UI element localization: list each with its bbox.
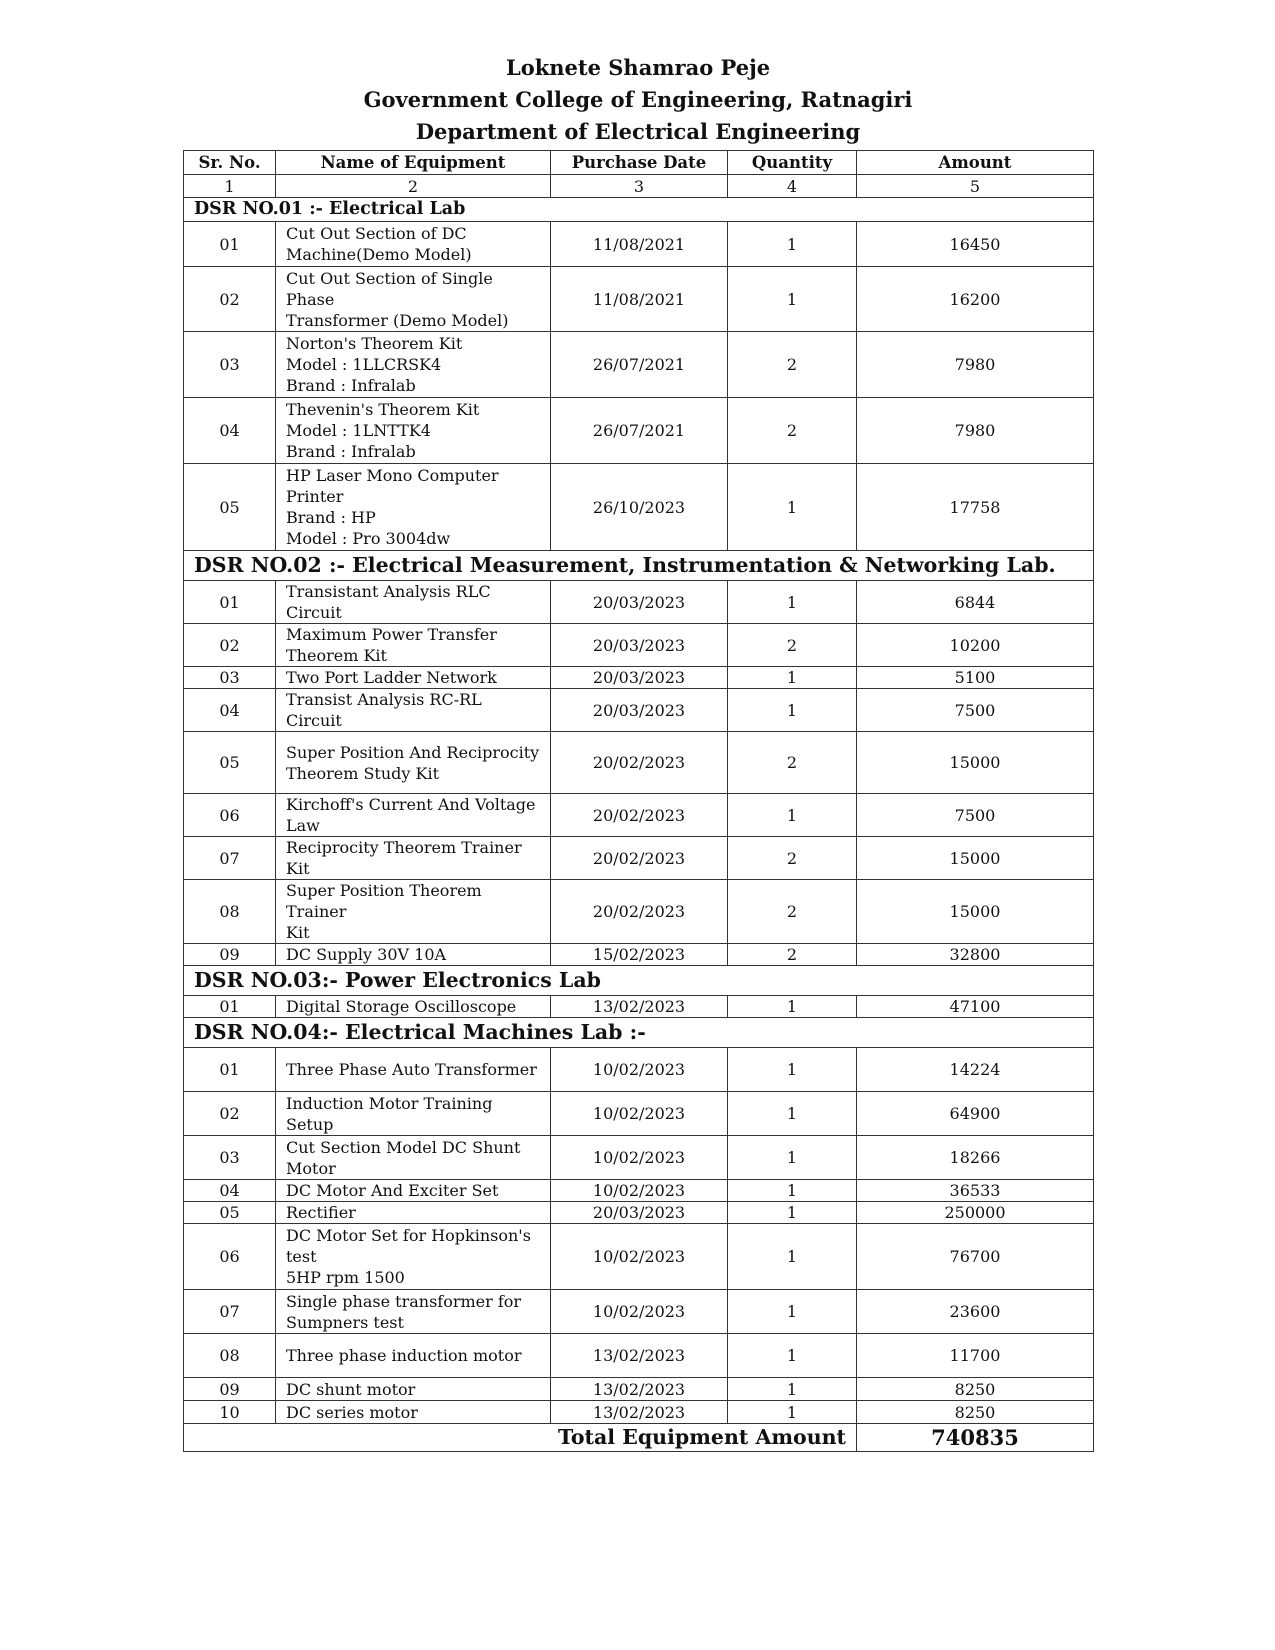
quantity-cell: 2 <box>728 732 857 794</box>
purchase-date-cell: 15/02/2023 <box>551 944 728 966</box>
sr-no-cell: 08 <box>184 1334 276 1378</box>
section-header-row <box>184 1018 1094 1048</box>
section-header-row <box>184 551 1094 581</box>
amount-cell: 7500 <box>857 689 1094 732</box>
purchase-date-cell: 20/02/2023 <box>551 837 728 880</box>
amount-cell: 16200 <box>857 267 1094 332</box>
quantity-cell: 2 <box>728 624 857 667</box>
purchase-date-cell: 10/02/2023 <box>551 1180 728 1202</box>
amount-cell: 10200 <box>857 624 1094 667</box>
purchase-date-cell: 26/07/2021 <box>551 398 728 464</box>
sr-no-cell: 05 <box>184 464 276 551</box>
sr-no-cell: 09 <box>184 944 276 966</box>
table-row <box>184 1092 1094 1136</box>
sr-no-cell: 04 <box>184 1180 276 1202</box>
table-row <box>184 1136 1094 1180</box>
sr-no-cell: 05 <box>184 732 276 794</box>
table-row <box>184 1378 1094 1401</box>
sr-no-cell: 09 <box>184 1378 276 1401</box>
column-header: Purchase Date <box>551 151 728 175</box>
equipment-name-cell: Kirchoff's Current And Voltage Law <box>276 794 551 837</box>
sr-no-cell: 08 <box>184 880 276 944</box>
equipment-name-cell: HP Laser Mono Computer Printer Brand : HP Model : Pro 3004dw <box>276 464 551 551</box>
quantity-cell: 1 <box>728 1092 857 1136</box>
sr-no-cell: 02 <box>184 1092 276 1136</box>
table-row <box>184 1180 1094 1202</box>
document-header <box>183 52 1093 148</box>
table-row <box>184 464 1094 551</box>
equipment-name-cell: Reciprocity Theorem Trainer Kit <box>276 837 551 880</box>
quantity-cell: 2 <box>728 880 857 944</box>
equipment-name-cell: Rectifier <box>276 1202 551 1224</box>
amount-cell: 8250 <box>857 1401 1094 1424</box>
quantity-cell: 1 <box>728 794 857 837</box>
total-label: Total Equipment Amount <box>184 1424 857 1452</box>
amount-cell: 15000 <box>857 732 1094 794</box>
equipment-name-cell: Single phase transformer for Sumpners test <box>276 1290 551 1334</box>
section-title: DSR NO.01 :- Electrical Lab <box>184 198 1094 222</box>
purchase-date-cell: 26/10/2023 <box>551 464 728 551</box>
section-header-row <box>184 198 1094 222</box>
purchase-date-cell: 20/02/2023 <box>551 880 728 944</box>
equipment-name-cell: Three phase induction motor <box>276 1334 551 1378</box>
equipment-name-cell: DC Supply 30V 10A <box>276 944 551 966</box>
header-line-2: Government College of Engineering, Ratnagiri <box>363 87 913 112</box>
column-header: Sr. No. <box>184 151 276 175</box>
purchase-date-cell: 13/02/2023 <box>551 1378 728 1401</box>
sr-no-cell: 03 <box>184 1136 276 1180</box>
equipment-name-cell: Cut Section Model DC Shunt Motor <box>276 1136 551 1180</box>
sr-no-cell: 04 <box>184 398 276 464</box>
header-line-1: Loknete Shamrao Peje <box>505 55 771 80</box>
equipment-name-cell: DC Motor Set for Hopkinson's test 5HP rpm 1500 <box>276 1224 551 1290</box>
purchase-date-cell: 10/02/2023 <box>551 1290 728 1334</box>
amount-cell: 7500 <box>857 794 1094 837</box>
table-row <box>184 267 1094 332</box>
amount-cell: 64900 <box>857 1092 1094 1136</box>
quantity-cell: 1 <box>728 1290 857 1334</box>
sr-no-cell: 01 <box>184 581 276 624</box>
equipment-name-cell: Three Phase Auto Transformer <box>276 1048 551 1092</box>
quantity-cell: 1 <box>728 1401 857 1424</box>
table-row <box>184 880 1094 944</box>
equipment-name-cell: Super Position And Reciprocity Theorem Study Kit <box>276 732 551 794</box>
quantity-cell: 1 <box>728 222 857 267</box>
quantity-cell: 2 <box>728 837 857 880</box>
table-row <box>184 1401 1094 1424</box>
quantity-cell: 1 <box>728 1202 857 1224</box>
header-line-3: Department of Electrical Engineering <box>415 119 861 144</box>
sr-no-cell: 06 <box>184 1224 276 1290</box>
quantity-cell: 1 <box>728 1378 857 1401</box>
column-number: 4 <box>728 175 857 198</box>
section-title: DSR NO.02 :- Electrical Measurement, Instrumentation & Networking Lab. <box>184 551 1094 581</box>
quantity-cell: 1 <box>728 689 857 732</box>
column-number: 3 <box>551 175 728 198</box>
purchase-date-cell: 20/02/2023 <box>551 732 728 794</box>
quantity-cell: 1 <box>728 1180 857 1202</box>
purchase-date-cell: 20/03/2023 <box>551 624 728 667</box>
quantity-cell: 1 <box>728 1136 857 1180</box>
column-header: Name of Equipment <box>276 151 551 175</box>
amount-cell: 16450 <box>857 222 1094 267</box>
amount-cell: 23600 <box>857 1290 1094 1334</box>
quantity-cell: 1 <box>728 1048 857 1092</box>
section-title: DSR NO.03:- Power Electronics Lab <box>184 966 1094 996</box>
equipment-name-cell: Maximum Power Transfer Theorem Kit <box>276 624 551 667</box>
amount-cell: 6844 <box>857 581 1094 624</box>
purchase-date-cell: 20/03/2023 <box>551 667 728 689</box>
section-header-row <box>184 966 1094 996</box>
column-number: 5 <box>857 175 1094 198</box>
table-row <box>184 1334 1094 1378</box>
purchase-date-cell: 10/02/2023 <box>551 1224 728 1290</box>
quantity-cell: 1 <box>728 1334 857 1378</box>
amount-cell: 47100 <box>857 996 1094 1018</box>
equipment-name-cell: Induction Motor Training Setup <box>276 1092 551 1136</box>
column-header: Quantity <box>728 151 857 175</box>
equipment-name-cell: Transistant Analysis RLC Circuit <box>276 581 551 624</box>
purchase-date-cell: 20/03/2023 <box>551 689 728 732</box>
purchase-date-cell: 13/02/2023 <box>551 1401 728 1424</box>
equipment-table-body <box>184 151 1094 1452</box>
amount-cell: 8250 <box>857 1378 1094 1401</box>
table-row <box>184 1048 1094 1092</box>
sr-no-cell: 07 <box>184 837 276 880</box>
purchase-date-cell: 10/02/2023 <box>551 1136 728 1180</box>
table-row <box>184 732 1094 794</box>
equipment-table <box>183 150 1094 1452</box>
amount-cell: 7980 <box>857 398 1094 464</box>
column-number-row <box>184 175 1094 198</box>
purchase-date-cell: 11/08/2021 <box>551 267 728 332</box>
table-row <box>184 624 1094 667</box>
equipment-name-cell: Norton's Theorem Kit Model : 1LLCRSK4 Brand : Infralab <box>276 332 551 398</box>
table-row <box>184 1224 1094 1290</box>
equipment-name-cell: DC shunt motor <box>276 1378 551 1401</box>
quantity-cell: 2 <box>728 944 857 966</box>
purchase-date-cell: 20/03/2023 <box>551 1202 728 1224</box>
sr-no-cell: 02 <box>184 267 276 332</box>
quantity-cell: 1 <box>728 581 857 624</box>
table-row <box>184 581 1094 624</box>
sr-no-cell: 01 <box>184 1048 276 1092</box>
quantity-cell: 1 <box>728 267 857 332</box>
amount-cell: 14224 <box>857 1048 1094 1092</box>
purchase-date-cell: 20/03/2023 <box>551 581 728 624</box>
table-row <box>184 222 1094 267</box>
sr-no-cell: 05 <box>184 1202 276 1224</box>
table-row <box>184 667 1094 689</box>
amount-cell: 32800 <box>857 944 1094 966</box>
quantity-cell: 2 <box>728 398 857 464</box>
table-row <box>184 1290 1094 1334</box>
table-row <box>184 1202 1094 1224</box>
equipment-name-cell: DC series motor <box>276 1401 551 1424</box>
table-row <box>184 837 1094 880</box>
equipment-name-cell: Cut Out Section of DC Machine(Demo Model) <box>276 222 551 267</box>
table-row <box>184 689 1094 732</box>
quantity-cell: 2 <box>728 332 857 398</box>
amount-cell: 15000 <box>857 837 1094 880</box>
amount-cell: 15000 <box>857 880 1094 944</box>
equipment-name-cell: DC Motor And Exciter Set <box>276 1180 551 1202</box>
equipment-name-cell: Super Position Theorem Trainer Kit <box>276 880 551 944</box>
sr-no-cell: 03 <box>184 332 276 398</box>
quantity-cell: 1 <box>728 667 857 689</box>
column-number: 2 <box>276 175 551 198</box>
amount-cell: 7980 <box>857 332 1094 398</box>
purchase-date-cell: 10/02/2023 <box>551 1092 728 1136</box>
equipment-name-cell: Cut Out Section of Single Phase Transformer (Demo Model) <box>276 267 551 332</box>
purchase-date-cell: 26/07/2021 <box>551 332 728 398</box>
amount-cell: 17758 <box>857 464 1094 551</box>
sr-no-cell: 03 <box>184 667 276 689</box>
purchase-date-cell: 13/02/2023 <box>551 996 728 1018</box>
sr-no-cell: 10 <box>184 1401 276 1424</box>
table-row <box>184 944 1094 966</box>
quantity-cell: 1 <box>728 996 857 1018</box>
equipment-name-cell: Digital Storage Oscilloscope <box>276 996 551 1018</box>
equipment-name-cell: Transist Analysis RC-RL Circuit <box>276 689 551 732</box>
quantity-cell: 1 <box>728 1224 857 1290</box>
amount-cell: 11700 <box>857 1334 1094 1378</box>
table-row <box>184 996 1094 1018</box>
amount-cell: 36533 <box>857 1180 1094 1202</box>
table-row <box>184 794 1094 837</box>
amount-cell: 18266 <box>857 1136 1094 1180</box>
table-row <box>184 398 1094 464</box>
sr-no-cell: 01 <box>184 222 276 267</box>
column-number: 1 <box>184 175 276 198</box>
quantity-cell: 1 <box>728 464 857 551</box>
sr-no-cell: 07 <box>184 1290 276 1334</box>
amount-cell: 76700 <box>857 1224 1094 1290</box>
amount-cell: 250000 <box>857 1202 1094 1224</box>
equipment-name-cell: Thevenin's Theorem Kit Model : 1LNTTK4 Brand : Infralab <box>276 398 551 464</box>
equipment-name-cell: Two Port Ladder Network <box>276 667 551 689</box>
sr-no-cell: 06 <box>184 794 276 837</box>
sr-no-cell: 04 <box>184 689 276 732</box>
table-row <box>184 332 1094 398</box>
purchase-date-cell: 11/08/2021 <box>551 222 728 267</box>
purchase-date-cell: 10/02/2023 <box>551 1048 728 1092</box>
total-row <box>184 1424 1094 1452</box>
total-amount: 740835 <box>857 1424 1094 1452</box>
sr-no-cell: 01 <box>184 996 276 1018</box>
amount-cell: 5100 <box>857 667 1094 689</box>
sr-no-cell: 02 <box>184 624 276 667</box>
purchase-date-cell: 20/02/2023 <box>551 794 728 837</box>
column-header: Amount <box>857 151 1094 175</box>
purchase-date-cell: 13/02/2023 <box>551 1334 728 1378</box>
section-title: DSR NO.04:- Electrical Machines Lab :- <box>184 1018 1094 1048</box>
column-header-row <box>184 151 1094 175</box>
